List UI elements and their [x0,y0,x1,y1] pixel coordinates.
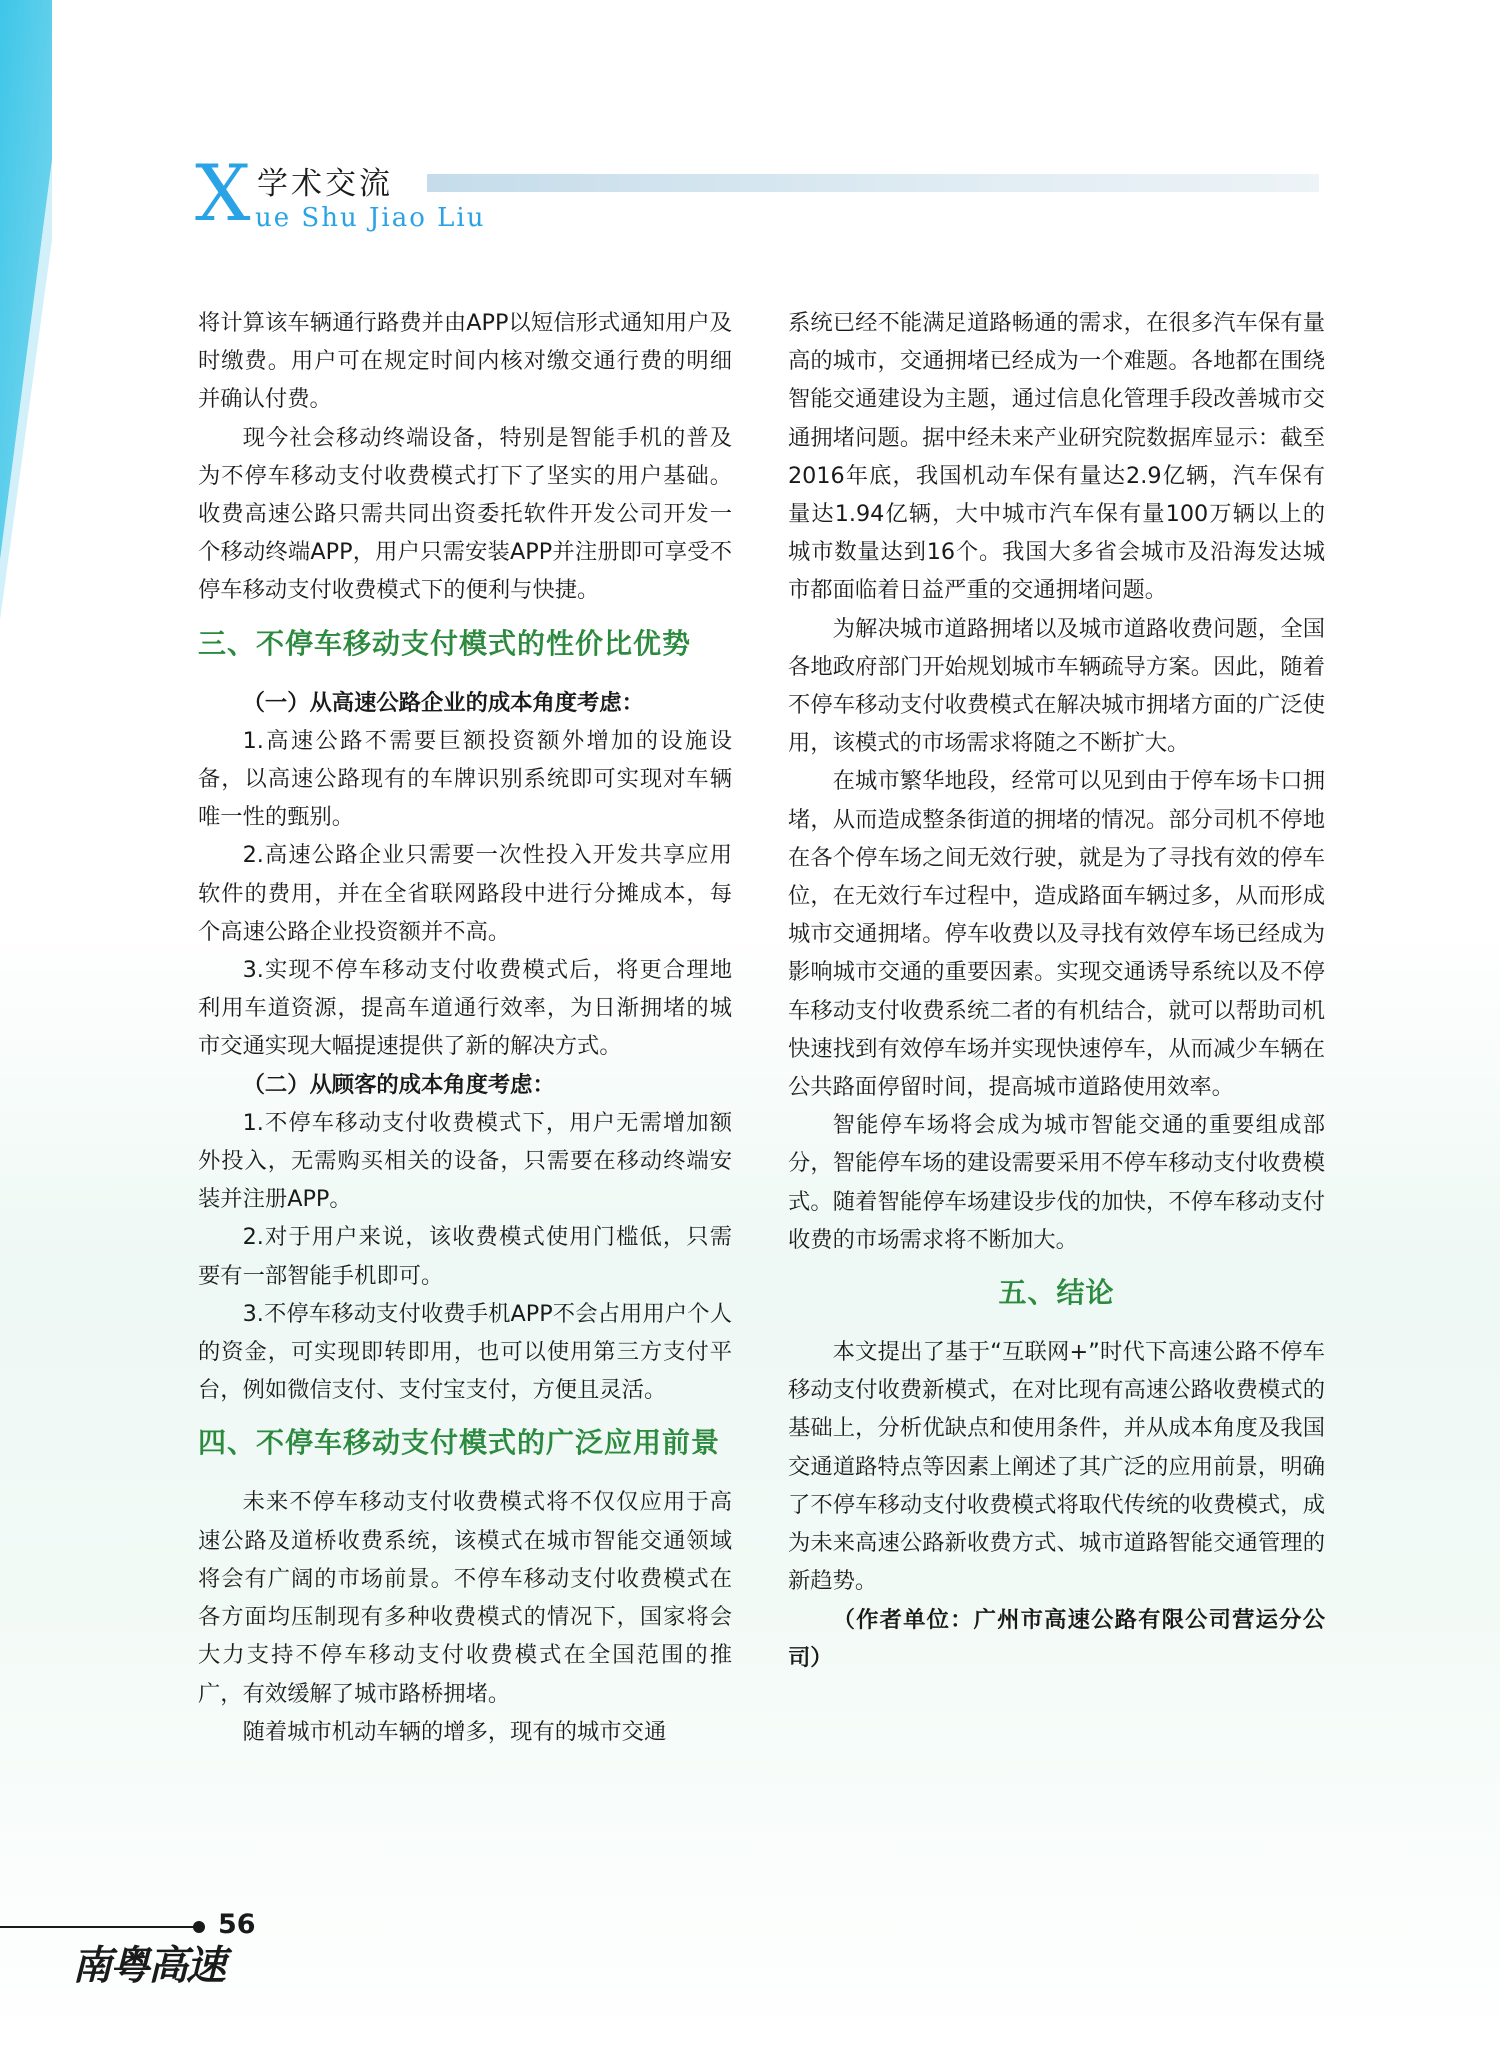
author-affiliation: （作者单位：广州市高速公路有限公司营运分公司） [788,1606,1325,1671]
section-header [195,149,1325,240]
footer-dot [193,1921,205,1933]
paragraph: 1.不停车移动支付收费模式下，用户无需增加额外投入，无需购买相关的设备，只需要在移动终端安装并注册APP。 [198,1109,732,1213]
header-title-en: ue Shu Jiao Liu [255,203,486,233]
header-initial: X [195,149,251,239]
paragraph: 将计算该车辆通行路费并由APP以短信形式通知用户及时缴费。用户可在规定时间内核对缴交通行费的明细并确认付费。 [198,310,732,413]
right-column [788,304,1325,1677]
paragraph: 随着城市机动车辆的增多，现有的城市交通 [242,1718,667,1745]
paragraph: 未来不停车移动支付收费模式将不仅仅应用于高速公路及道桥收费系统，该模式在城市智能交通领域将会有广阔的市场前景。不停车移动支付收费模式在各方面均压制现有多种收费模式的情况下，国家将会大力支持不停车移动支付收费模式在全国范围的推广，有效缓解了城市路桥拥堵。 [198,1489,732,1707]
footer-rule [0,1926,195,1928]
section-heading-5: 五、结论 [998,1276,1115,1310]
paragraph: 3.不停车移动支付收费手机APP不会占用用户个人的资金，可实现即转即用，也可以使用第三方支付平台，例如微信支付、支付宝支付，方便且灵活。 [198,1300,732,1404]
page-number: 56 [218,1909,256,1940]
magazine-logo: 南粤高速 [72,1942,224,1989]
subheading-1: （一）从高速公路企业的成本角度考虑： [242,689,644,716]
paragraph: 本文提出了基于“互联网+”时代下高速公路不停车移动支付收费新模式，在对比现有高速公路收费模式的基础上，分析优缺点和使用条件，并从成本角度及我国交通道路特点等因素上阐述了其广泛的应用前景，明确了不停车移动支付收费模式将取代传统的收费模式，成为未来高速公路新收费方式、城市道路智能交通管理的新趋势。 [788,1339,1325,1595]
paragraph: 现今社会移动终端设备，特别是智能手机的普及为不停车移动支付收费模式打下了坚实的用户基础。收费高速公路只需共同出资委托软件开发公司开发一个移动终端APP，用户只需安装APP并注册即可享受不停车移动支付收费模式下的便利与快捷。 [198,424,732,604]
paragraph: 1.高速公路不需要巨额投资额外增加的设施设备，以高速公路现有的车牌识别系统即可实现对车辆唯一性的甄别。 [198,727,732,831]
section-heading-3: 三、不停车移动支付模式的性价比优势 [198,626,692,660]
paragraph: 2.高速公路企业只需要一次性投入开发共享应用软件的费用，并在全省联网路段中进行分摊成本，每个高速公路企业投资额并不高。 [198,842,732,945]
paragraph: 为解决城市道路拥堵以及城市道路收费问题，全国各地政府部门开始规划城市车辆疏导方案。因此，随着不停车移动支付收费模式在解决城市拥堵方面的广泛使用，该模式的市场需求将随之不断扩大。 [788,615,1325,757]
paragraph: 系统已经不能满足道路畅通的需求，在很多汽车保有量高的城市，交通拥堵已经成为一个难题。各地都在围绕智能交通建设为主题，通过信息化管理手段改善城市交通拥堵问题。据中经未来产业研究院数据库显示：截至2016年底，我国机动车保有量达2.9亿辆，汽车保有量达1.94亿辆，大中城市汽车保有量100万辆以上的城市数量达到16个。我国大多省会城市及沿海发达城市都面临着日益严重的交通拥堵问题。 [788,310,1325,604]
header-title-cn: 学术交流 [257,166,393,202]
paragraph: 智能停车场将会成为城市智能交通的重要组成部分，智能停车场的建设需要采用不停车移动支付收费模式。随着智能停车场建设步伐的加快，不停车移动支付收费的市场需求将不断加大。 [788,1112,1325,1253]
section-heading-4: 四、不停车移动支付模式的广泛应用前景 [198,1426,721,1460]
subheading-2: （二）从顾客的成本角度考虑： [242,1071,555,1098]
left-column [198,304,732,1751]
paragraph: 在城市繁华地段，经常可以见到由于停车场卡口拥堵，从而造成整条街道的拥堵的情况。部分司机不停地在各个停车场之间无效行驶，就是为了寻找有效的停车位，在无效行车过程中，造成路面车辆过多，从而形成城市交通拥堵。停车收费以及寻找有效停车场已经成为影响城市交通的重要因素。实现交通诱导系统以及不停车移动支付收费系统二者的有机结合，就可以帮助司机快速找到有效停车场并实现快速停车，从而减少车辆在公共路面停留时间，提高城市道路使用效率。 [788,768,1325,1101]
header-bar [427,174,1319,192]
paragraph: 3.实现不停车移动支付收费模式后，将更合理地利用车道资源，提高车道通行效率，为日渐拥堵的城市交通实现大幅提速提供了新的解决方式。 [198,957,732,1060]
paragraph: 2.对于用户来说，该收费模式使用门槛低，只需要有一部智能手机即可。 [198,1224,732,1289]
